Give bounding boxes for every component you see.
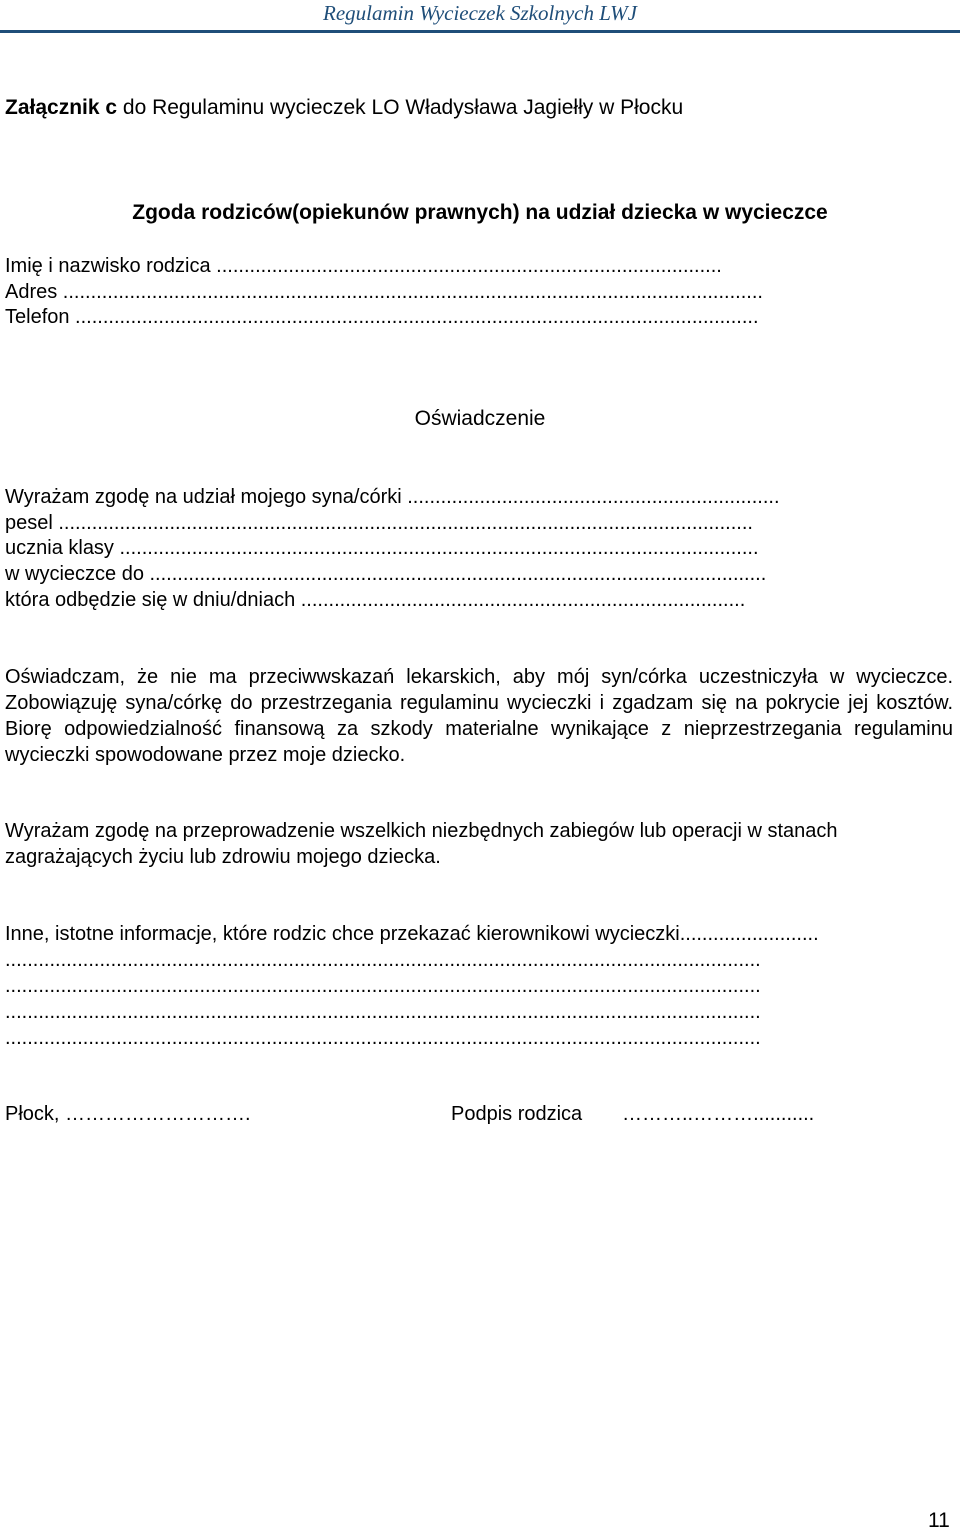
statement-paragraph: Oświadczam, że nie ma przeciwwskazań lekarskich, aby mój syn/córka uczestniczyła w wycieczce. Zobowiązuję syna/córkę do przestrzegania regulaminu wycieczki i zgadzam się na pokrycie jej kosztów. Biorę odpowiedzialność finansową za szkody materialne wynikające z nieprzestrzegania regulaminu wycieczki spowodowane przez moje dziecko. <box>5 666 953 766</box>
page-number: 11 <box>928 1509 950 1532</box>
class-field: ucznia klasy ................................................................................................................... <box>5 537 759 559</box>
other-info-field: Inne, istotne informacje, które rodzic chce przekazać kierownikowi wycieczki......................... <box>5 923 819 945</box>
parent-address-field: Adres .............................................................................................................................. <box>5 281 763 303</box>
place-date-field: Płock, ………………………. <box>5 1103 251 1125</box>
student-consent-field: Wyrażam zgodę na udział mojego syna/córki ................................................................... <box>5 486 780 508</box>
signature-label: Podpis rodzica <box>451 1103 583 1125</box>
attachment-title <box>5 95 683 121</box>
attachment-label: Załącznik c <box>5 96 118 119</box>
trip-dates-field: która odbędzie się w dniu/dniach ................................................................................ <box>5 589 746 611</box>
other-info-line: ........................................................................................................................................ <box>5 1001 761 1023</box>
parent-name-field: Imię i nazwisko rodzica ........................................................................................... <box>5 255 722 277</box>
medical-consent-paragraph: Wyrażam zgodę na przeprowadzenie wszelkich niezbędnych zabiegów lub operacji w stanach zagrażających życiu lub zdrowiu mojego dziecka. <box>5 820 838 868</box>
other-info-line: ........................................................................................................................................ <box>5 1027 761 1049</box>
header-rule <box>0 30 960 33</box>
running-header: Regulamin Wycieczek Szkolnych LWJ <box>323 1 637 25</box>
trip-destination-field: w wycieczce do ............................................................................................................... <box>5 563 767 585</box>
signature-line: ………..………........... <box>622 1103 815 1125</box>
declaration-heading: Oświadczenie <box>414 407 546 430</box>
consent-heading: Zgoda rodziców(opiekunów prawnych) na udział dziecka w wycieczce <box>132 201 828 224</box>
attachment-description: do Regulaminu wycieczek LO Władysława Jagiełły w Płocku <box>117 96 684 119</box>
other-info-line: ........................................................................................................................................ <box>5 975 761 997</box>
parent-phone-field: Telefon ........................................................................................................................... <box>5 306 759 328</box>
pesel-field: pesel ............................................................................................................................. <box>5 512 753 534</box>
other-info-line: ........................................................................................................................................ <box>5 949 761 971</box>
